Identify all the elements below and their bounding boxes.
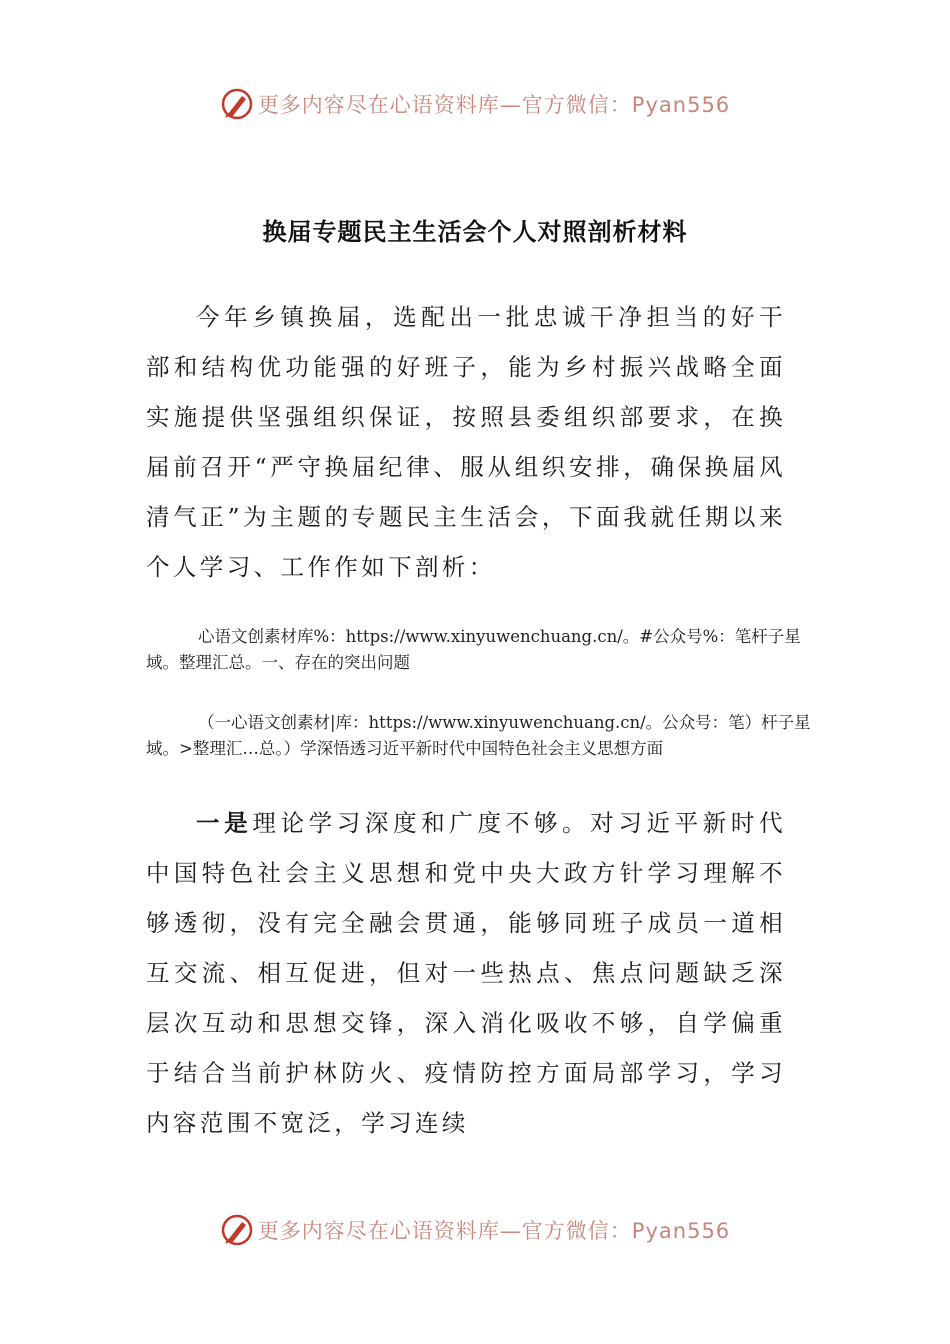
point-one-paragraph: [146, 798, 786, 1148]
source-note-1: 心语文创素材库%：https://www.xinyuwenchuang.cn/。#公众号%：笔杆子星域。整理汇总。一、存在的突出问题: [146, 627, 801, 672]
footer-watermark-text: 更多内容尽在心语资料库—官方微信：Pyan556: [257, 1219, 731, 1243]
document-title: 换届专题民主生活会个人对照剖析材料: [262, 218, 688, 246]
source-note-2: （一心语文创素材|库：https://www.xinyuwenchuang.cn/。公众号：笔）杆子星域。>整理汇…总。）学深悟透习近平新时代中国特色社会主义思想方面: [146, 713, 811, 758]
pen-logo-icon: [220, 87, 254, 121]
intro-paragraph: 今年乡镇换届，选配出一批忠诚干净担当的好干部和结构优功能强的好班子，能为乡村振兴战略全面实施提供坚强组织保证，按照县委组织部要求，在换届前召开“严守换届纪律、服从组织安排，确保换届风清气正”为主题的专题民主生活会，下面我就任期以来个人学习、工作作如下剖析：: [146, 303, 786, 581]
header-watermark-text: 更多内容尽在心语资料库—官方微信：Pyan556: [257, 93, 731, 117]
pen-logo-icon: [220, 1213, 254, 1247]
header-watermark: [0, 84, 950, 124]
footer-watermark: [0, 1210, 950, 1250]
point-one-body: 理论学习深度和广度不够。对习近平新时代中国特色社会主义思想和党中央大政方针学习理解不够透彻，没有完全融会贯通，能够同班子成员一道相互交流、相互促进，但对一些热点、焦点问题缺乏深层次互动和思想交锋，深入消化吸收不够，自学偏重于结合当前护林防火、疫情防控方面局部学习，学习内容范围不宽泛，学习连续: [146, 809, 786, 1137]
point-one-lead: 一是: [196, 809, 253, 837]
